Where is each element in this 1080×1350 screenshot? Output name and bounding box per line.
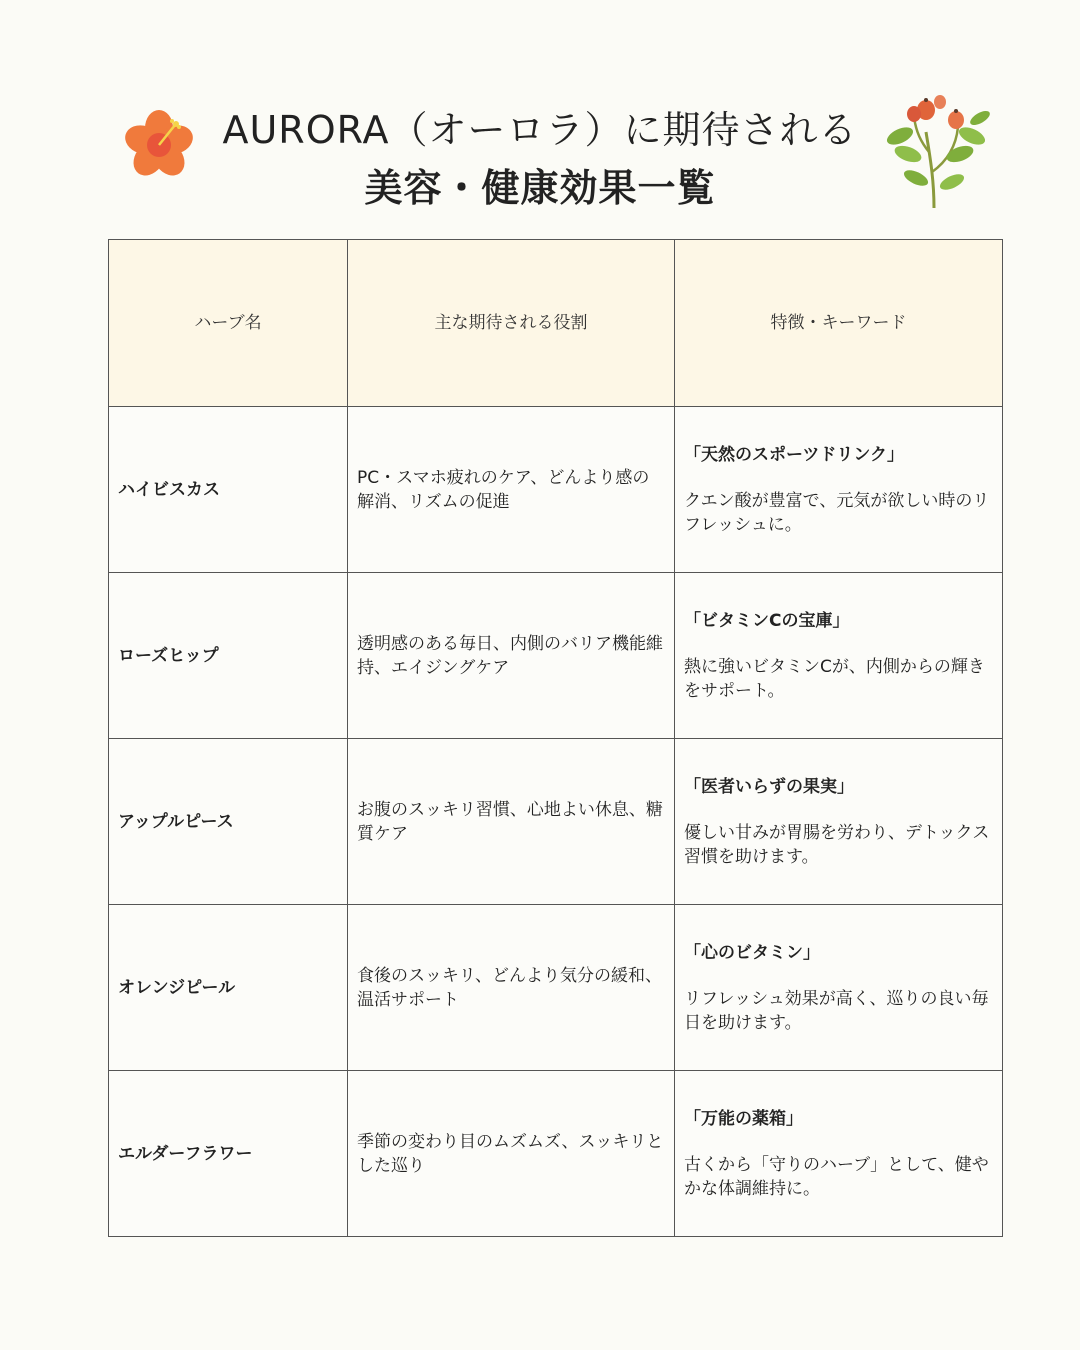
table-header-row — [109, 240, 1003, 407]
herb-description: 優しい甘みが胃腸を労わり、デトックス習慣を助けます。 — [684, 822, 990, 867]
herb-keyword: 「万能の薬箱」 — [684, 1108, 803, 1129]
header-features: 特徴・キーワード — [675, 240, 1003, 407]
table-row — [109, 407, 1003, 573]
herb-description: リフレッシュ効果が高く、巡りの良い毎日を助けます。 — [684, 988, 989, 1033]
herb-features — [675, 739, 1003, 905]
herb-name: オレンジピール — [109, 905, 348, 1071]
table-row — [109, 573, 1003, 739]
herb-description: 熱に強いビタミンCが、内側からの輝きをサポート。 — [684, 656, 985, 701]
herb-features — [675, 573, 1003, 739]
herb-name: エルダーフラワー — [109, 1071, 348, 1237]
table-row — [109, 905, 1003, 1071]
herb-features — [675, 1071, 1003, 1237]
header-herb-name: ハーブ名 — [109, 240, 348, 407]
herb-role: PC・スマホ疲れのケア、どんより感の解消、リズムの促進 — [348, 407, 675, 573]
herb-description: クエン酸が豊富で、元気が欲しい時のリフレッシュに。 — [684, 490, 990, 535]
herb-role: 透明感のある毎日、内側のバリア機能維持、エイジングケア — [348, 573, 675, 739]
herb-role: お腹のスッキリ習慣、心地よい休息、糖質ケア — [348, 739, 675, 905]
table-row — [109, 739, 1003, 905]
title-line-2: 美容・健康効果一覧 — [364, 166, 716, 210]
herb-name: アップルピース — [109, 739, 348, 905]
header-main-role: 主な期待される役割 — [348, 240, 675, 407]
herb-name: ハイビスカス — [109, 407, 348, 573]
hibiscus-icon — [122, 108, 196, 182]
herb-effects-table — [108, 239, 1003, 1237]
herb-description: 古くから「守りのハーブ」として、健やかな体調維持に。 — [684, 1154, 989, 1199]
herb-keyword: 「天然のスポーツドリンク」 — [684, 444, 904, 465]
herb-features — [675, 905, 1003, 1071]
herb-role: 食後のスッキリ、どんより気分の緩和、温活サポート — [348, 905, 675, 1071]
herb-keyword: 「ビタミンCの宝庫」 — [684, 610, 850, 631]
table-row — [109, 1071, 1003, 1237]
rosehip-branch-icon — [876, 92, 996, 210]
herb-role: 季節の変わり目のムズムズ、スッキリとした巡り — [348, 1071, 675, 1237]
herb-keyword: 「医者いらずの果実」 — [684, 776, 854, 797]
herb-name: ローズヒップ — [109, 573, 348, 739]
herb-keyword: 「心のビタミン」 — [684, 942, 820, 963]
herb-features — [675, 407, 1003, 573]
title-line-1: AURORA（オーロラ）に期待される — [222, 108, 858, 152]
